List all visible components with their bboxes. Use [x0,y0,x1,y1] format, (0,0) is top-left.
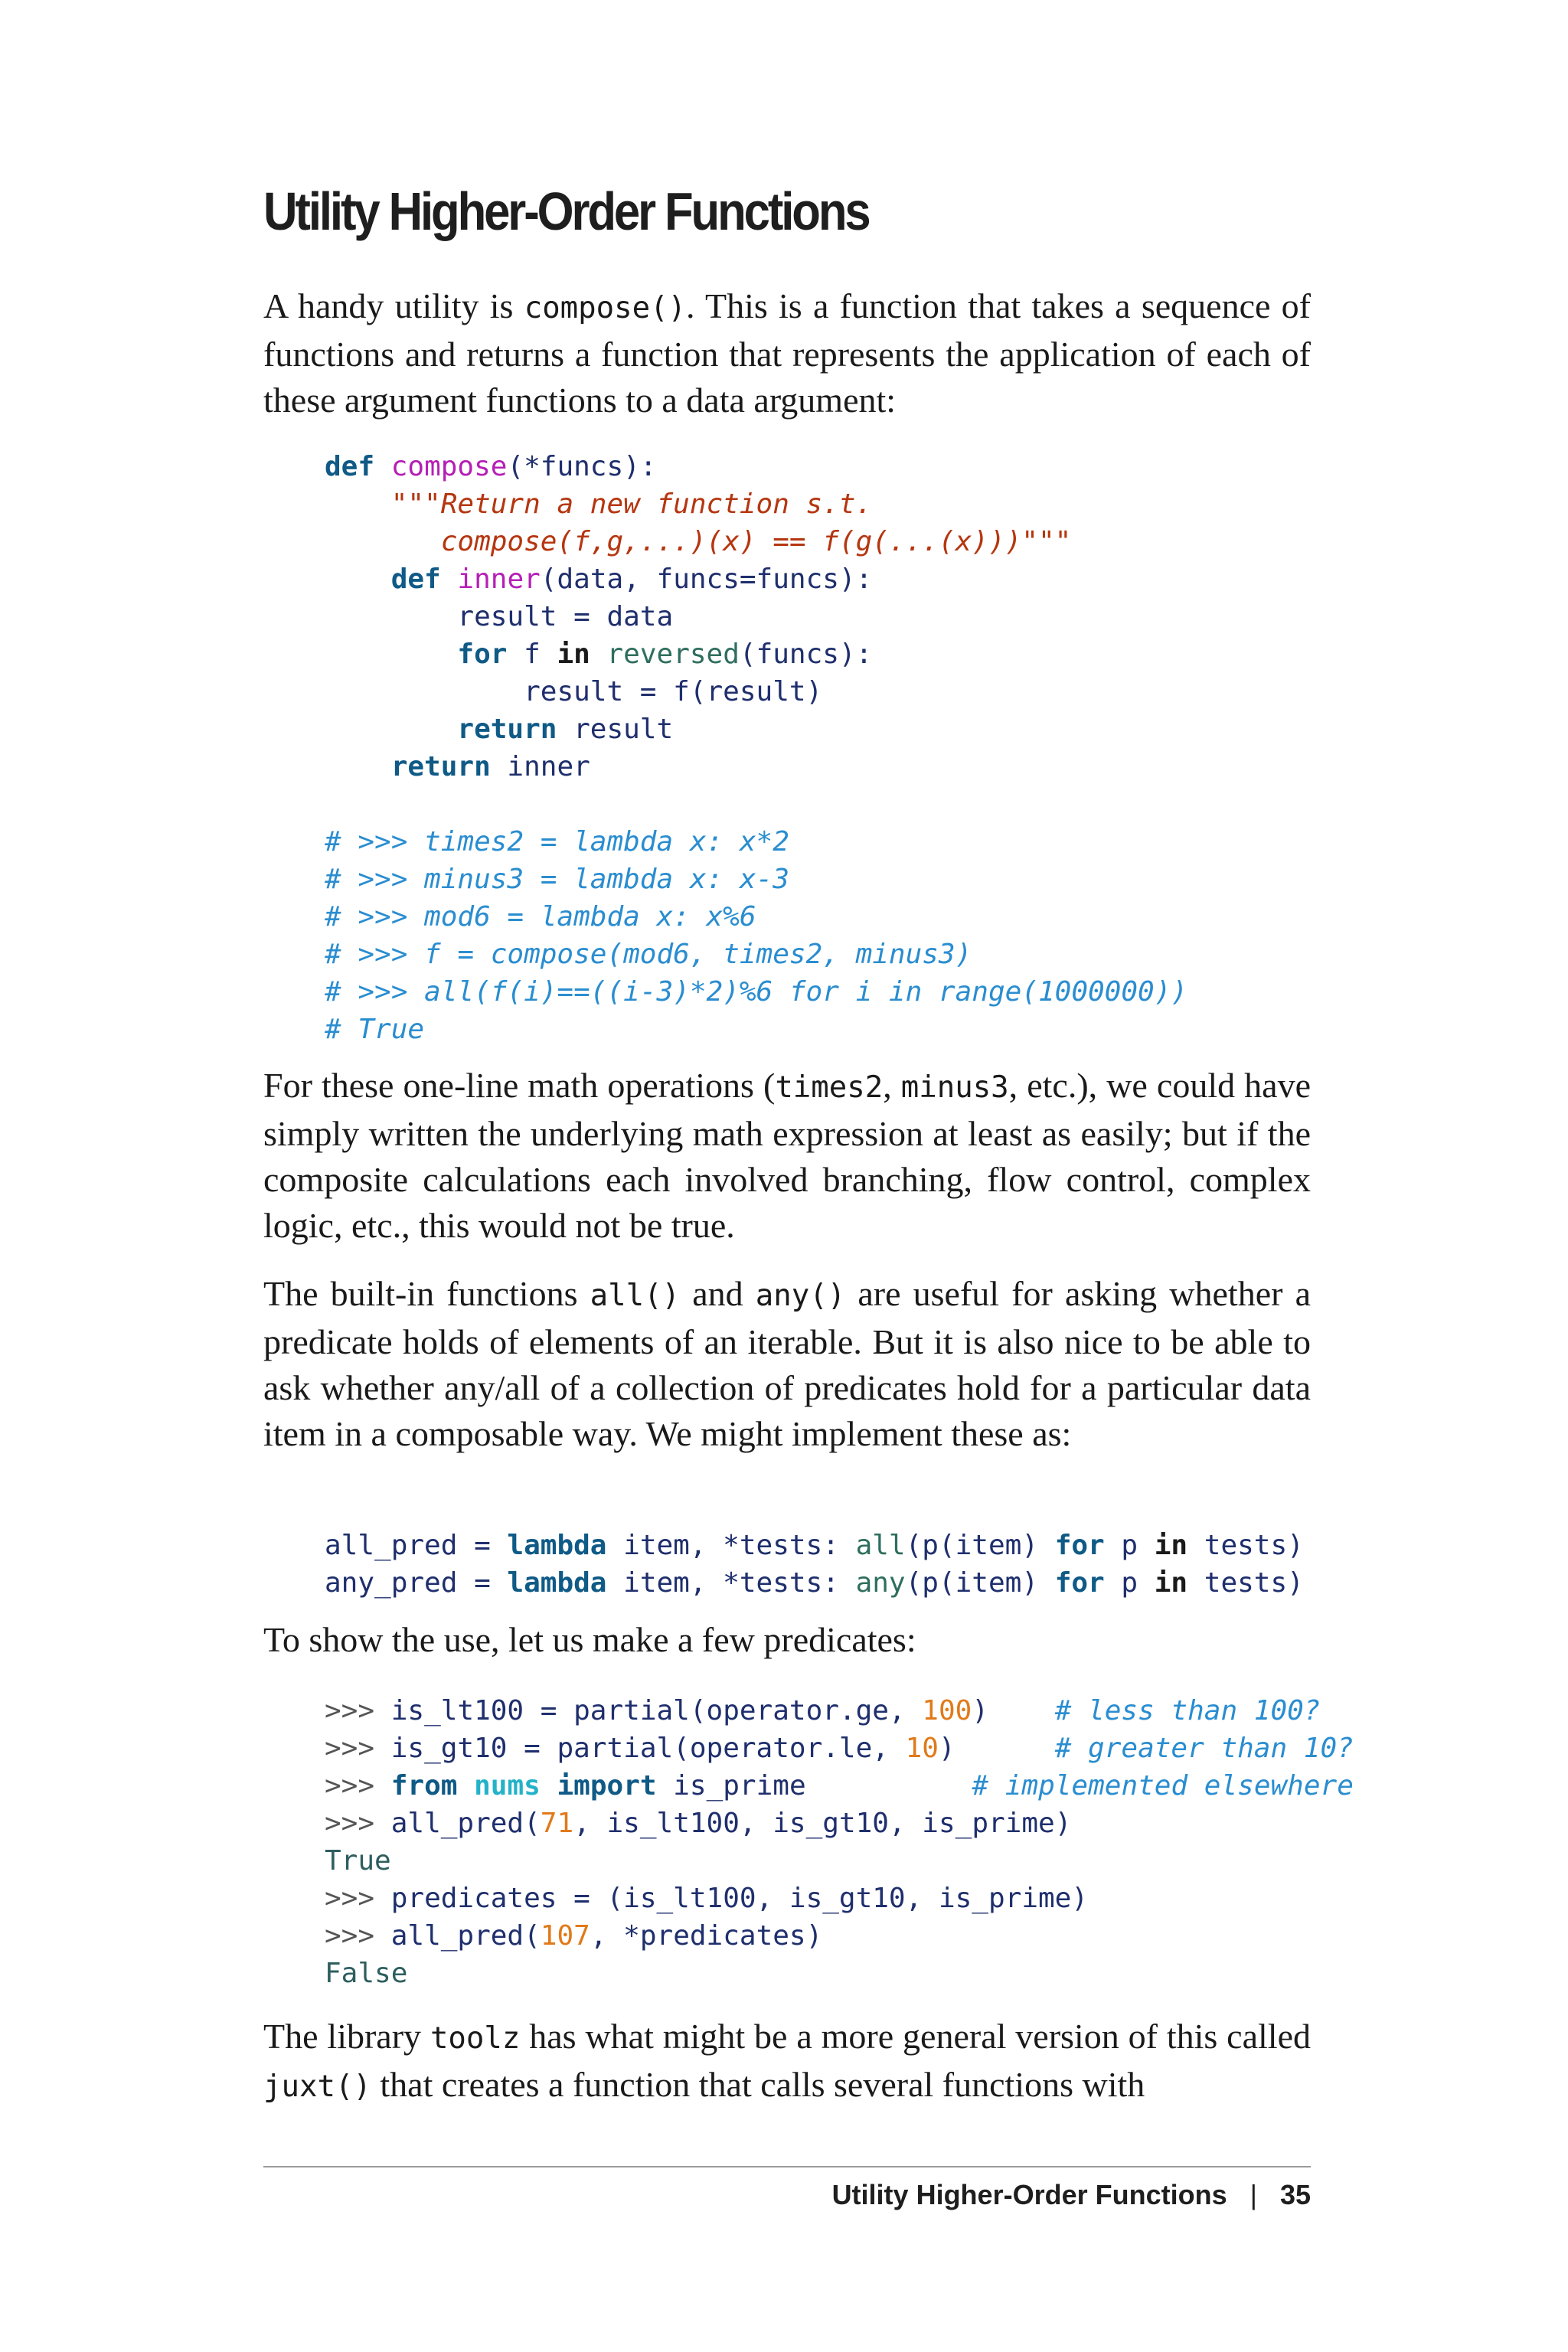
code-text: all_pred( [390,1920,541,1952]
code-block-preds [325,1527,1304,1602]
code-text: (p(item) [905,1567,1055,1599]
code-comment: # implemented elsewhere [972,1770,1354,1802]
keyword: def [390,564,441,595]
keyword: lambda [507,1530,607,1561]
text: , [883,1066,901,1105]
code-text: item, *tests: [606,1530,856,1561]
inline-code: minus3 [900,1070,1009,1105]
keyword: in [557,639,590,670]
function-name: inner [457,564,541,595]
builtin: any [855,1567,906,1599]
repl-output: False [325,1958,408,1989]
code-text: ) [972,1695,988,1726]
page-number: 35 [1279,2179,1311,2210]
text: For these one-line math operations ( [263,1066,776,1105]
code-text: , *predicates) [590,1920,823,1952]
inline-code: times2 [775,1070,884,1105]
code-comment: # greater than 10? [1054,1733,1354,1764]
text: has what might be a more general version of this called [520,2017,1311,2056]
keyword: for [457,639,508,670]
repl-output: True [325,1845,391,1877]
text: , etc.), we could have simply written the underlying math expression at least as easily; but if the composite calculations each involved branching, flow control, complex logic, etc., this would not be true. [263,1066,1311,1245]
code-text: all_pred = [325,1530,508,1561]
paragraph-intro [263,283,1311,423]
code-text: p [1104,1567,1155,1599]
code-block-repl [325,1692,1354,1992]
code-comment: # True [325,1014,425,1045]
code-text: is_lt100 = partial(operator.ge, [390,1695,923,1726]
code-text: any_pred = [325,1567,508,1599]
paragraph-toolz [263,2014,1311,2110]
code-text: is_gt10 = partial(operator.le, [390,1733,906,1764]
code-comment: # less than 100? [1054,1695,1321,1726]
docstring: """Return a new function s.t. [390,488,873,520]
paragraph-show-use: To show the use, let us make a few predicates: [263,1620,916,1659]
code-block-compose [325,448,1187,1048]
repl-prompt: >>> [325,1883,375,1914]
footer-rule [263,2166,1311,2167]
code-text: all_pred( [390,1808,541,1839]
module-name: nums [474,1770,541,1802]
section-heading: Utility Higher-Order Functions [263,181,869,241]
code-text: result [557,714,674,745]
keyword: def [325,451,375,482]
keyword: from [390,1770,458,1802]
keyword: lambda [507,1567,607,1599]
inline-code: any() [755,1279,846,1313]
keyword: return [457,714,557,745]
code-text: tests) [1187,1567,1304,1599]
code-text: inner [490,751,590,782]
number: 100 [922,1695,972,1726]
code-text: ) [938,1733,956,1764]
text: . This is a function that takes a sequence of functions and returns a function that represents the application of each of these argument functions to a data argument: [263,286,1311,420]
keyword: import [557,1770,657,1802]
code-text: p [1104,1530,1155,1561]
inline-code: all() [590,1279,681,1313]
inline-code: toolz [430,2021,521,2056]
code-comment: # >>> f = compose(mod6, times2, minus3) [325,939,972,970]
code-comment: # >>> minus3 = lambda x: x-3 [325,864,789,895]
code-comment: # >>> times2 = lambda x: x*2 [325,826,789,858]
code-text: is_prime [656,1770,806,1802]
text: The library [263,2017,430,2056]
code-text: , is_lt100, is_gt10, is_prime) [573,1808,1072,1839]
docstring: compose(f,g,...)(x) == f(g(...(x)))""" [440,526,1072,557]
code-text: item, *tests: [606,1567,856,1599]
running-footer-title: Utility Higher-Order Functions [831,2179,1227,2210]
paragraph-one-line-ops [263,1063,1311,1249]
code-text: result = f(result) [524,676,823,707]
keyword: in [1154,1567,1188,1599]
number: 71 [540,1808,574,1839]
number: 10 [905,1733,939,1764]
inline-code: compose() [524,291,687,325]
keyword: for [1054,1567,1105,1599]
repl-prompt: >>> [325,1808,375,1839]
repl-prompt: >>> [325,1695,375,1726]
code-text: (p(item) [905,1530,1055,1561]
repl-prompt: >>> [325,1733,375,1764]
text: and [680,1274,756,1313]
page-footer [832,2179,1311,2211]
repl-prompt: >>> [325,1770,375,1802]
keyword: for [1054,1530,1105,1561]
code-text: predicates = (is_lt100, is_gt10, is_prime) [390,1883,1089,1914]
function-name: compose [390,451,508,482]
text: are useful for asking whether a predicate holds of elements of an iterable. But it is also nice to be able to ask whether any/all of a collection of predicates hold for a particular data item in a composable way. We might implement these as: [263,1274,1312,1453]
code-text: tests) [1187,1530,1304,1561]
paragraph-predicates [263,1271,1311,1457]
keyword: return [390,751,491,782]
code-text: (funcs): [739,639,873,670]
code-text: (data, funcs=funcs): [540,564,873,595]
repl-prompt: >>> [325,1920,375,1952]
code-comment: # >>> mod6 = lambda x: x%6 [325,901,756,933]
text: The built-in functions [263,1274,590,1313]
code-text: (*funcs): [507,451,657,482]
builtin: all [855,1530,906,1561]
code-text: result = data [457,601,674,632]
text: that creates a function that calls several functions with [371,2065,1145,2104]
code-text: f [507,639,557,670]
footer-separator: | [1250,2179,1257,2210]
number: 107 [540,1920,590,1952]
code-comment: # >>> all(f(i)==((i-3)*2)%6 for i in range(1000000)) [325,976,1188,1008]
text: A handy utility is [263,286,524,325]
inline-code: juxt() [263,2069,371,2104]
builtin: reversed [606,639,740,670]
keyword: in [1154,1530,1188,1561]
